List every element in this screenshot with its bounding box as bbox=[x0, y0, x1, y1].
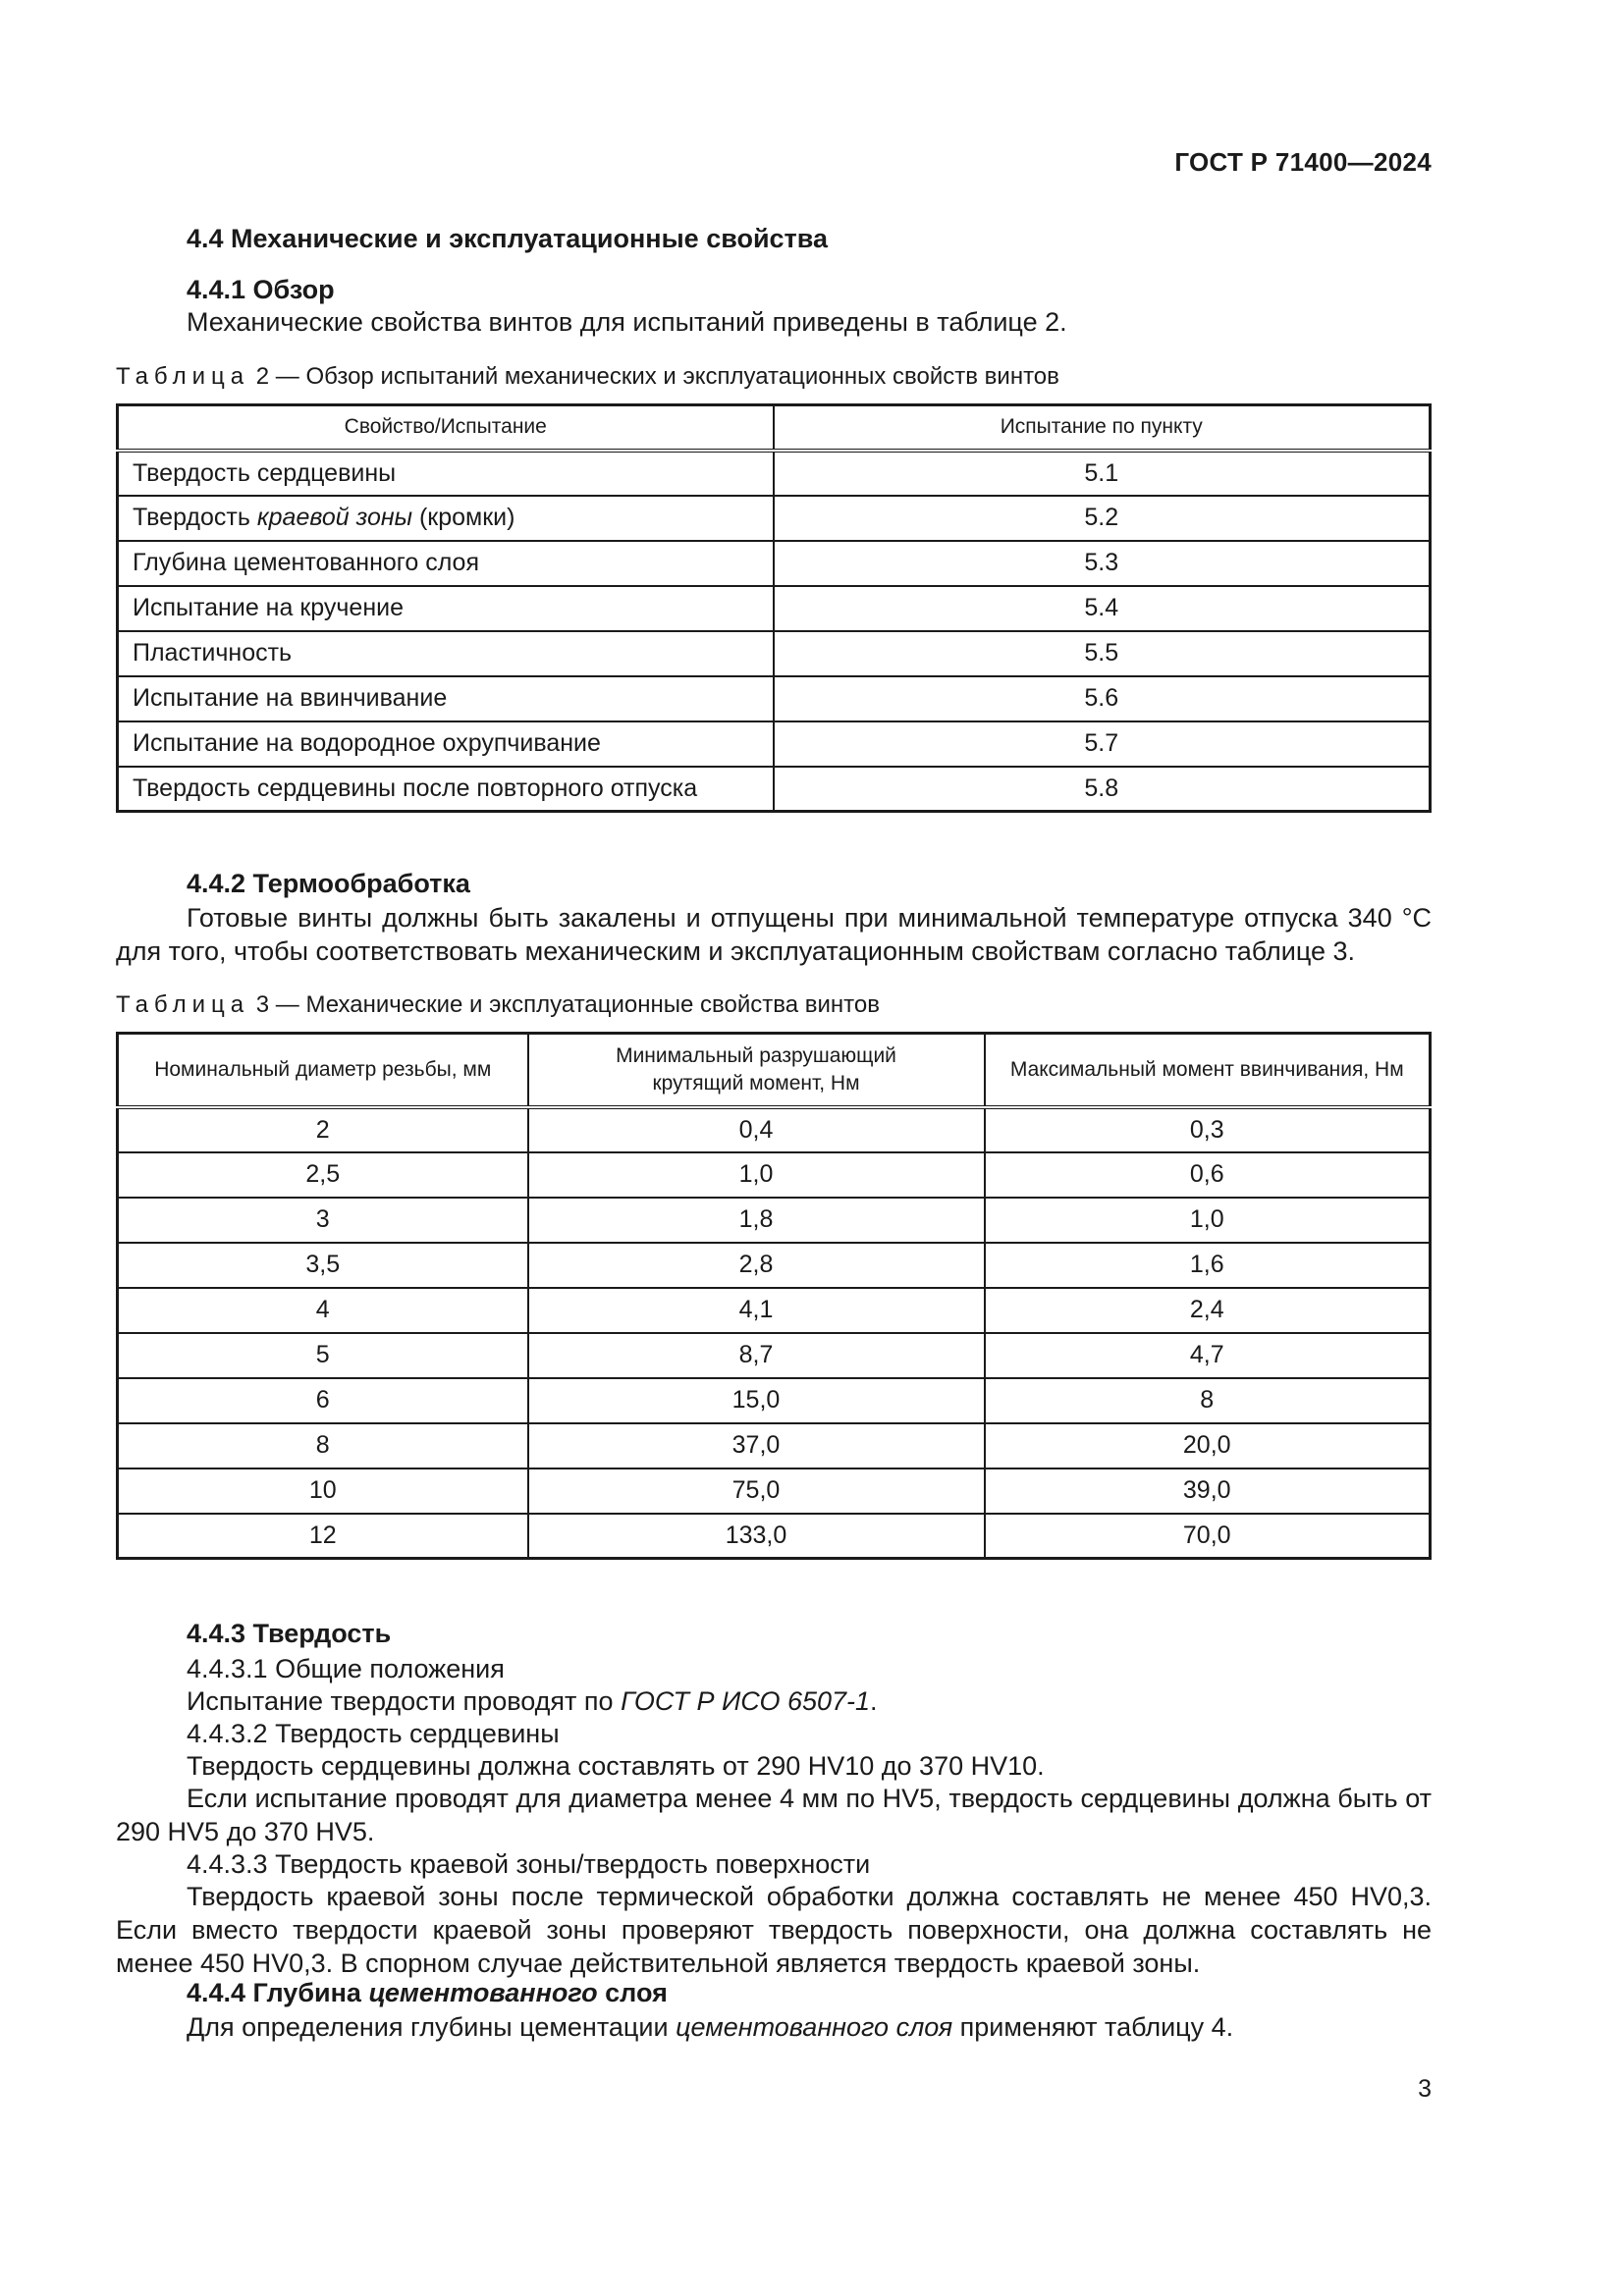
table3-cell-torque: 4,1 bbox=[528, 1288, 985, 1333]
table3-cell-diameter: 10 bbox=[118, 1468, 528, 1514]
table2-cell-clause: 5.4 bbox=[774, 586, 1431, 631]
table-row bbox=[118, 1468, 1431, 1514]
text-run: применяют таблицу 4. bbox=[952, 2012, 1234, 2042]
page-number: 3 bbox=[1418, 2075, 1432, 2103]
paragraph-4-4-2: Готовые винты должны быть закалены и отпущены при минимальной температуре отпуска 340 °С для того, чтобы соответствовать механическим и эксплуатационным свойствам согласно таблице 3. bbox=[116, 903, 1432, 966]
table3-caption-prefix: Таблица bbox=[116, 991, 250, 1018]
table3-cell-torque: 37,0 bbox=[528, 1423, 985, 1468]
table-row bbox=[118, 767, 1431, 812]
table3-cell-diameter: 3 bbox=[118, 1198, 528, 1243]
table2-cell-property bbox=[118, 496, 774, 541]
table2-header-row bbox=[118, 405, 1431, 451]
table-row bbox=[118, 1514, 1431, 1559]
table3-cell-torque: 1,0 bbox=[528, 1152, 985, 1198]
text-run: . bbox=[870, 1686, 878, 1716]
table3-header-diameter: Номинальный диаметр резьбы, мм bbox=[118, 1034, 528, 1107]
table-row bbox=[118, 631, 1431, 676]
table3-cell-screw-in: 8 bbox=[985, 1378, 1431, 1423]
table3-cell-torque: 1,8 bbox=[528, 1198, 985, 1243]
table2-cell-property: Испытание на водородное охрупчивание bbox=[118, 721, 774, 767]
table3-cell-diameter: 3,5 bbox=[118, 1243, 528, 1288]
table-row bbox=[118, 676, 1431, 721]
table3-cell-screw-in: 0,3 bbox=[985, 1107, 1431, 1152]
table3-cell-torque: 75,0 bbox=[528, 1468, 985, 1514]
table3-header-screw-in: Максимальный момент ввинчивания, Нм bbox=[985, 1034, 1431, 1107]
table3-cell-diameter: 5 bbox=[118, 1333, 528, 1378]
table2-cell-clause: 5.2 bbox=[774, 496, 1431, 541]
table-row bbox=[118, 1423, 1431, 1468]
table2-header-clause: Испытание по пункту bbox=[774, 405, 1431, 451]
table2-cell-clause: 5.5 bbox=[774, 631, 1431, 676]
table2-header-property: Свойство/Испытание bbox=[118, 405, 774, 451]
table2-caption bbox=[116, 363, 1059, 391]
paragraph-4-4-3-2a: Твердость сердцевины должна составлять от 290 HV10 до 370 HV10. bbox=[187, 1751, 1045, 1781]
italic-term: цементованного bbox=[368, 1978, 598, 2007]
table3-cell-torque: 8,7 bbox=[528, 1333, 985, 1378]
table-row bbox=[118, 1333, 1431, 1378]
table-row bbox=[118, 451, 1431, 496]
table3-cell-diameter: 2 bbox=[118, 1107, 528, 1152]
table3-caption-text: 3 — Механические и эксплуатационные свойства винтов bbox=[249, 991, 880, 1018]
text-run: 4.4.4 Глубина bbox=[187, 1978, 369, 2007]
table3-cell-screw-in: 0,6 bbox=[985, 1152, 1431, 1198]
table3-caption bbox=[116, 991, 880, 1019]
text-run: (кромки) bbox=[412, 504, 515, 531]
table-row bbox=[118, 1243, 1431, 1288]
table3-cell-diameter: 8 bbox=[118, 1423, 528, 1468]
table2-cell-property: Твердость сердцевины после повторного отпуска bbox=[118, 767, 774, 812]
table3-cell-diameter: 4 bbox=[118, 1288, 528, 1333]
table3-cell-torque: 15,0 bbox=[528, 1378, 985, 1423]
table3-cell-screw-in: 39,0 bbox=[985, 1468, 1431, 1514]
table2-cell-property: Твердость сердцевины bbox=[118, 451, 774, 496]
table-row bbox=[118, 1288, 1431, 1333]
text-run: Твердость bbox=[133, 504, 257, 531]
subsection-title-4-4-3-1: 4.4.3.1 Общие положения bbox=[187, 1654, 505, 1683]
table3-cell-diameter: 12 bbox=[118, 1514, 528, 1559]
subsection-title-4-4-3-3: 4.4.3.3 Твердость краевой зоны/твердость поверхности bbox=[187, 1849, 871, 1879]
table3-cell-diameter: 6 bbox=[118, 1378, 528, 1423]
table2-cell-property: Пластичность bbox=[118, 631, 774, 676]
table-row bbox=[118, 496, 1431, 541]
section-title-4-4-3: 4.4.3 Твердость bbox=[187, 1619, 392, 1648]
section-title-4-4-2: 4.4.2 Термообработка bbox=[187, 869, 470, 898]
standard-code: ГОСТ Р 71400—2024 bbox=[1174, 147, 1432, 177]
text-run: слоя bbox=[597, 1978, 668, 2007]
italic-term: цементованного слоя bbox=[676, 2012, 953, 2042]
paragraph-4-4-3-2b: Если испытание проводят для диаметра менее 4 мм по HV5, твердость сердцевины должна быть от 290 HV5 до 370 HV5. bbox=[116, 1784, 1432, 1846]
table3-cell-screw-in: 1,6 bbox=[985, 1243, 1431, 1288]
table3-cell-torque: 133,0 bbox=[528, 1514, 985, 1559]
table-row bbox=[118, 721, 1431, 767]
table-row bbox=[118, 541, 1431, 586]
table-row bbox=[118, 1378, 1431, 1423]
table3-cell-screw-in: 70,0 bbox=[985, 1514, 1431, 1559]
text-run: Испытание твердости проводят по bbox=[187, 1686, 622, 1716]
table-row bbox=[118, 1107, 1431, 1152]
table3-cell-screw-in: 4,7 bbox=[985, 1333, 1431, 1378]
table2-cell-clause: 5.1 bbox=[774, 451, 1431, 496]
table2-cell-property: Испытание на кручение bbox=[118, 586, 774, 631]
text-run: Для определения глубины цементации bbox=[187, 2012, 677, 2042]
table-row bbox=[118, 1152, 1431, 1198]
table3-cell-screw-in: 1,0 bbox=[985, 1198, 1431, 1243]
table-3 bbox=[116, 1032, 1432, 1560]
paragraph-4-4-3-1 bbox=[116, 1684, 1432, 1718]
section-title-4-4-4 bbox=[187, 1978, 668, 2008]
table2-caption-prefix: Таблица bbox=[116, 363, 250, 390]
paragraph-4-4-1: Механические свойства винтов для испытаний приведены в таблице 2. bbox=[187, 307, 1067, 337]
table3-cell-screw-in: 20,0 bbox=[985, 1423, 1431, 1468]
table3-cell-diameter: 2,5 bbox=[118, 1152, 528, 1198]
table3-cell-torque: 2,8 bbox=[528, 1243, 985, 1288]
standard-reference: ГОСТ Р ИСО 6507-1 bbox=[621, 1686, 871, 1716]
table-2 bbox=[116, 403, 1432, 813]
document-page bbox=[116, 0, 1432, 2296]
table2-cell-property: Испытание на ввинчивание bbox=[118, 676, 774, 721]
table2-caption-text: 2 — Обзор испытаний механических и эксплуатационных свойств винтов bbox=[249, 363, 1059, 390]
paragraph-4-4-4 bbox=[116, 2010, 1432, 2044]
table2-cell-property: Глубина цементованного слоя bbox=[118, 541, 774, 586]
table3-header-torque: Минимальный разрушающий крутящий момент, Нм bbox=[528, 1034, 985, 1107]
table3-cell-torque: 0,4 bbox=[528, 1107, 985, 1152]
table3-header-row bbox=[118, 1034, 1431, 1107]
italic-term: краевой зоны bbox=[256, 504, 412, 531]
section-title-4-4: 4.4 Механические и эксплуатационные свойства bbox=[187, 224, 829, 253]
table-row bbox=[118, 586, 1431, 631]
section-title-4-4-1: 4.4.1 Обзор bbox=[187, 275, 335, 304]
table2-cell-clause: 5.3 bbox=[774, 541, 1431, 586]
paragraph-4-4-3-3: Твердость краевой зоны после термической обработки должна составлять не менее 450 HV0,3. Если вместо твердости краевой зоны проверяют твердость поверхности, она должна составлять не менее 450 HV0,3. В спорном случае действительной является твердость краевой зоны. bbox=[116, 1882, 1432, 1978]
table-row bbox=[118, 1198, 1431, 1243]
table2-cell-clause: 5.7 bbox=[774, 721, 1431, 767]
table2-cell-clause: 5.8 bbox=[774, 767, 1431, 812]
subsection-title-4-4-3-2: 4.4.3.2 Твердость сердцевины bbox=[187, 1719, 560, 1748]
table3-cell-screw-in: 2,4 bbox=[985, 1288, 1431, 1333]
table2-cell-clause: 5.6 bbox=[774, 676, 1431, 721]
